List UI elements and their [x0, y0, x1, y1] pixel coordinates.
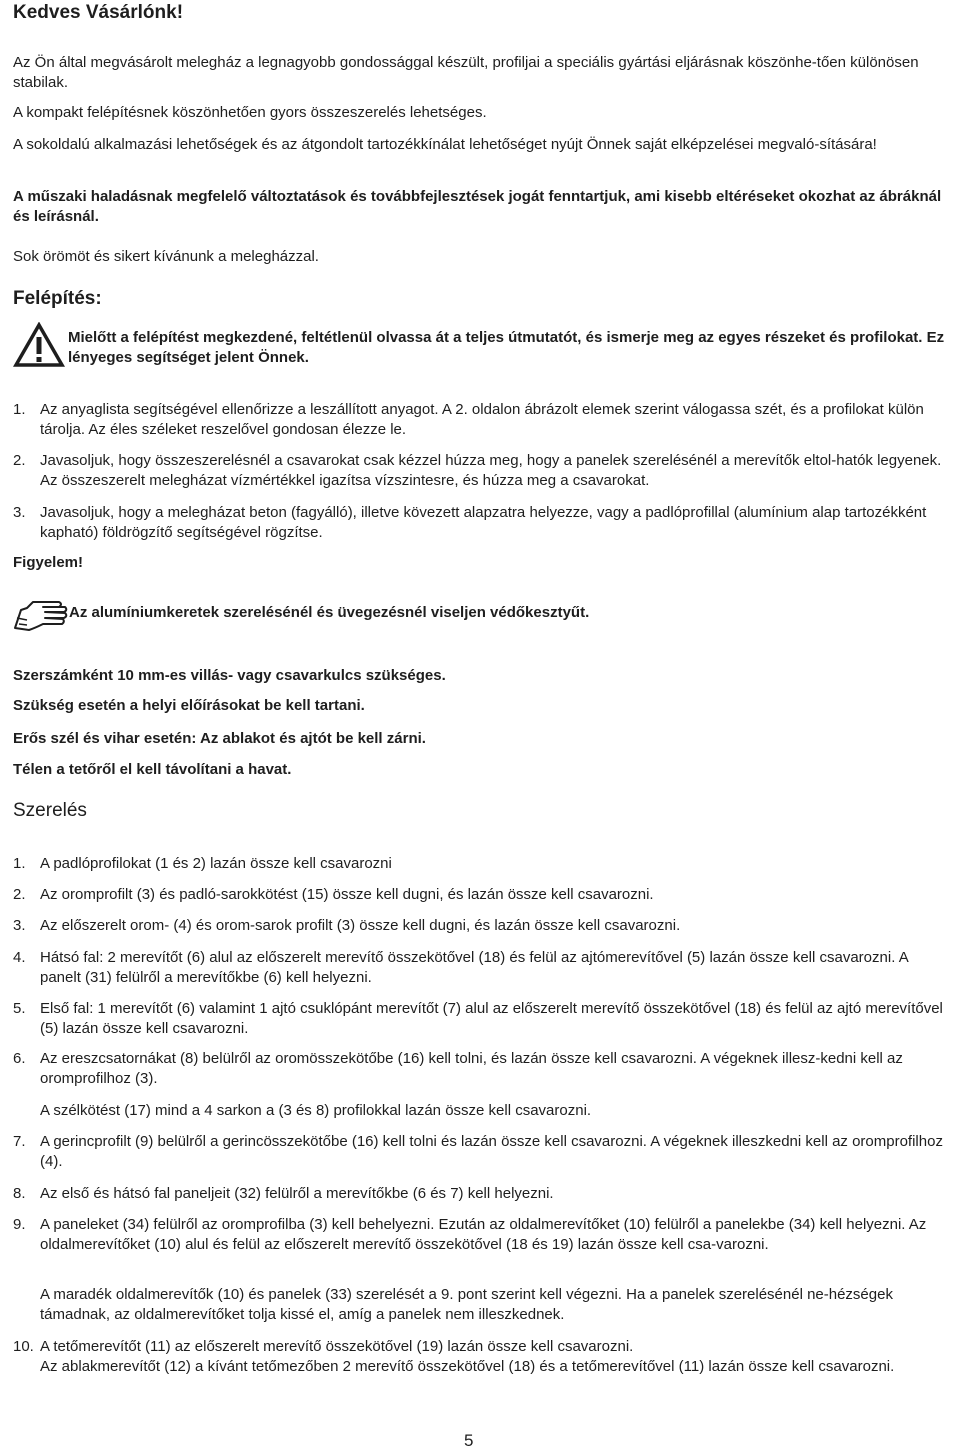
list-item-number: 6.: [13, 1050, 26, 1067]
list-item-text: Az első és hátsó fal paneljeit (32) felülről a merevítőkbe (6 és 7) kell helyezni.: [40, 1185, 554, 1202]
list-item-text: Az előszerelt orom- (4) és orom-sarok profilt (3) össze kell dugni, és lazán össze kell csavarozni.: [40, 917, 681, 934]
list-item: [13, 1215, 948, 1255]
list-item-number: 3.: [13, 917, 26, 934]
list-item: [13, 1184, 948, 1204]
list-item-number: 7.: [13, 1133, 26, 1150]
glove-note: Az alumíniumkeretek szerelésénél és üvegezésnél viseljen védőkesztyűt.: [69, 604, 590, 621]
note-line: Télen a tetőről el kell távolítani a havat.: [13, 761, 292, 778]
warning-triangle-icon: [13, 322, 65, 368]
list-item: [13, 948, 948, 988]
list-item-text: Hátsó fal: 2 merevítőt (6) alul az előszerelt merevítő összekötővel (18) és felül az ajtómerevítővel (5) lazán össze kell csavarozni. A panelt (31) felülről a merevítőkbe (6) kell helyezni.: [40, 949, 908, 986]
list-item: [13, 916, 948, 936]
list-item-text: A paneleket (34) felülről az oromprofilba (3) kell behelyezni. Ezután az oldalmerevítőket (10) felülről a panelekbe (34) kell helyezni. Az oldalmerevítőket (10) alul és felül az előszerelt merevítő összekötővel (18 és 19) lazán össze kell csa-varozni.: [40, 1216, 927, 1253]
glove-hand-icon: [13, 598, 69, 634]
list-item-number: 4.: [13, 949, 26, 966]
list-item-number: 1.: [13, 855, 26, 872]
intro-paragraph-3: A sokoldalú alkalmazási lehetőségek és az átgondolt tartozékkínálat lehetőséget nyújt Önnek saját elképzelései megvaló-sítására!: [13, 136, 877, 153]
section-heading-mounting: Szerelés: [13, 800, 87, 821]
warning-text: Mielőtt a felépítést megkezdené, feltétlenül olvassa át a teljes útmutatót, és ismerje meg az egyes részeket és profilokat. Ez lényeges segítséget jelent Önnek.: [68, 329, 945, 366]
list-item: [13, 885, 948, 905]
list-item-number: 10.: [13, 1338, 34, 1355]
list-item: [13, 1337, 948, 1357]
list-item-number: 2.: [13, 452, 26, 469]
intro-paragraph-2: A kompakt felépítésnek köszönhetően gyors összeszerelés lehetséges.: [13, 104, 487, 121]
list-item-text: A gerincprofilt (9) belülről a gerincösszekötőbe (16) kell tolni és lazán össze kell csavarozni. A végeknek illeszkedni kell az oromprofilhoz (4).: [40, 1133, 943, 1170]
page-number: 5: [464, 1431, 474, 1450]
page-title: Kedves Vásárlónk!: [13, 2, 184, 23]
list-item-number: 8.: [13, 1185, 26, 1202]
list-item-number: 2.: [13, 886, 26, 903]
list-item-number: 1.: [13, 401, 26, 418]
intro-paragraph-1: Az Ön által megvásárolt melegház a legnagyobb gondossággal készült, profiljai a speciális gyártási eljárásnak köszönhe-tően különösen stabilak.: [13, 54, 919, 91]
list-item-continuation: A szélkötést (17) mind a 4 sarkon a (3 és 8) profilokkal lazán össze kell csavarozni.: [40, 1102, 592, 1119]
list-item: [13, 451, 948, 491]
list-item-number: 9.: [13, 1216, 26, 1233]
list-item-text: Javasoljuk, hogy a melegházat beton (fagyálló), illetve kövezett alapzatra helyezze, vagy a padlóprofillal (alumínium alap tartozékként kapható) földrögzítő segítségével rögzítse.: [40, 504, 927, 541]
list-item-text: A tetőmerevítőt (11) az előszerelt merevítő összekötővel (19) lazán össze kell csavarozni.: [40, 1338, 634, 1355]
list-item-text: Az ereszcsatornákat (8) belülről az oromösszekötőbe (16) kell tolni, és lazán össze kell csavarozni. A végeknek illesz-kedni kell az oromprofilhoz (3).: [40, 1050, 903, 1087]
list-item-text: Az oromprofilt (3) és padló-sarokkötést (15) össze kell dugni, és lazán össze kell csavarozni.: [40, 886, 654, 903]
list-item-text: Az anyaglista segítségével ellenőrizze a leszállított anyagot. A 2. oldalon ábrázolt elemek szerint válogassa szét, és a profilokat külön tárolja. Az éles széleket reszelővel gondosan élezze le.: [40, 401, 924, 438]
list-item-text: A padlóprofilokat (1 és 2) lazán össze kell csavarozni: [40, 855, 392, 872]
list-item: [13, 1132, 948, 1172]
list-item-number: 3.: [13, 504, 26, 521]
list-item-number: 5.: [13, 1000, 26, 1017]
list-item-continuation: Az ablakmerevítőt (12) a kívánt tetőmezőben 2 merevítő összekötővel (18) és a tetőmerevítővel (11) lazán össze kell csavarozni.: [40, 1358, 895, 1375]
note-line: Erős szél és vihar esetén: Az ablakot és ajtót be kell zárni.: [13, 730, 426, 747]
list-item: [13, 1049, 948, 1089]
intro-paragraph-5: Sok örömöt és sikert kívánunk a melegházzal.: [13, 248, 319, 265]
intro-paragraph-4: A műszaki haladásnak megfelelő változtatások és továbbfejlesztések jogát fenntartjuk, ami kisebb eltéréseket okozhat az ábráknál és leírásnál.: [13, 188, 942, 225]
list-item: [13, 400, 948, 440]
list-item: [13, 854, 948, 874]
list-item-text: Első fal: 1 merevítőt (6) valamint 1 ajtó csuklópánt merevítőt (7) alul az előszerelt merevítő összekötővel (18) és felül az ajtó merevítővel (5) lazán össze kell csavarozni.: [40, 1000, 943, 1037]
note-line: Szerszámként 10 mm-es villás- vagy csavarkulcs szükséges.: [13, 667, 446, 684]
attention-label: Figyelem!: [13, 554, 84, 571]
list-item-continuation: A maradék oldalmerevítők (10) és panelek (33) szerelését a 9. pont szerint kell végezni. Ha a panelek szerelésénél ne-hézségek támadnak, az oldalmerevítőket tolja kissé el, amíg a panelek nem illeszkednek.: [40, 1286, 893, 1323]
note-line: Szükség esetén a helyi előírásokat be kell tartani.: [13, 697, 365, 714]
list-item-text: Javasoljuk, hogy összeszerelésnél a csavarokat csak kézzel húzza meg, hogy a panelek szerelésénél a merevítők eltol-hatók legyenek. Az összeszerelt melegházat vízmértékkel igazítsa vízszintesre, és húzza meg a csavarokat.: [40, 452, 942, 489]
section-heading-assembly: Felépítés:: [13, 288, 102, 309]
list-item: [13, 503, 948, 543]
list-item: [13, 999, 948, 1039]
